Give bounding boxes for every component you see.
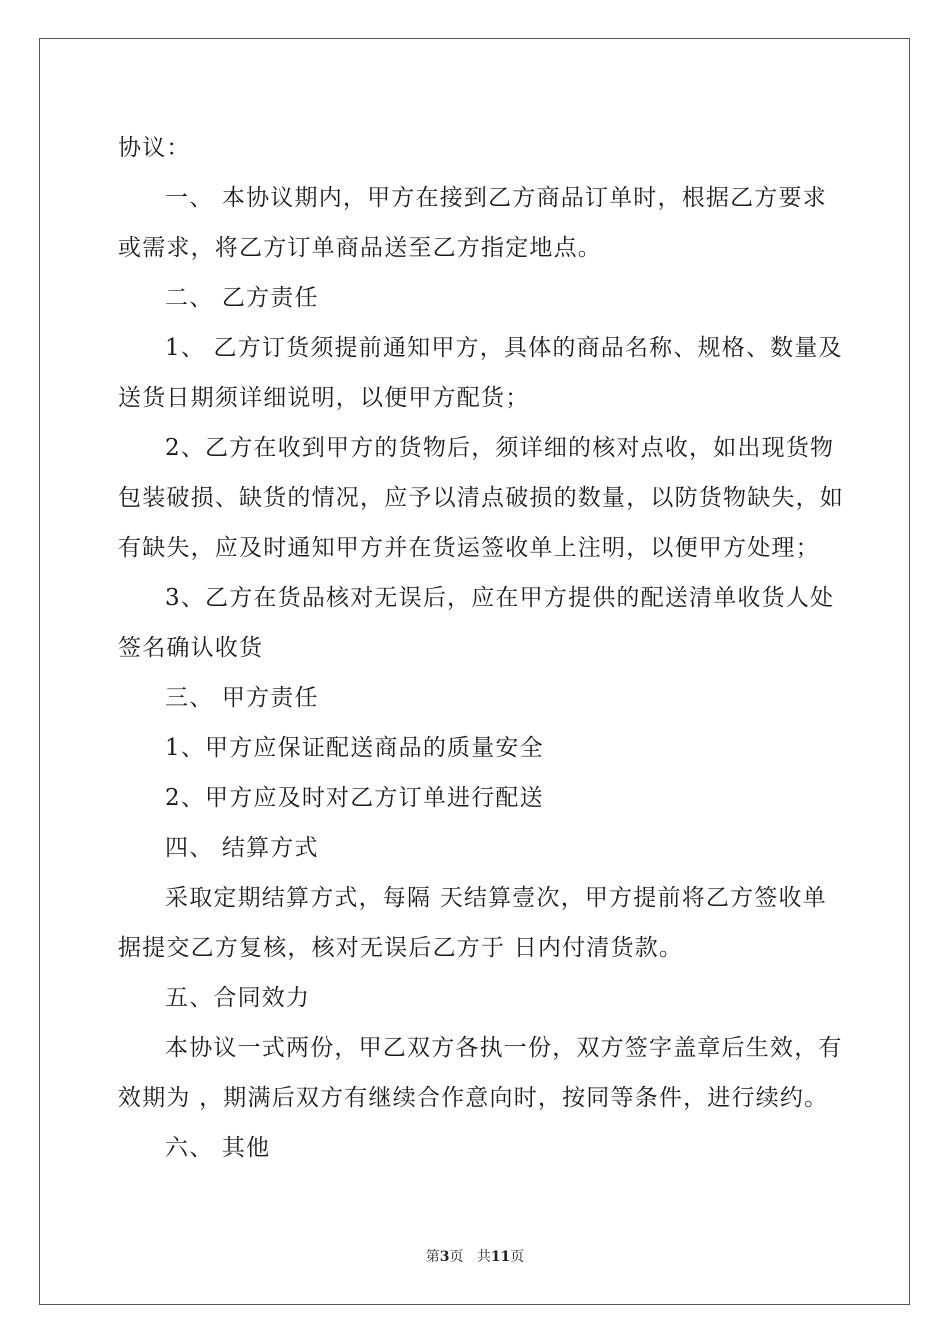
page-unit: 页 — [449, 1249, 464, 1265]
paragraph-line: 效期为 ，期满后双方有继续合作意向时，按同等条件，进行续约。 — [118, 1085, 829, 1111]
section-heading: 六、 其他 — [165, 1135, 271, 1161]
total-prefix: 共 — [476, 1249, 491, 1265]
total-page-count: 11 — [490, 1249, 511, 1265]
paragraph-line: 签名确认收货 — [118, 635, 264, 661]
page-prefix: 第 — [425, 1249, 440, 1265]
paragraph-line: 一、 本协议期内，甲方在接到乙方商品订单时，根据乙方要求 — [165, 185, 827, 211]
paragraph-line: 送货日期须详细说明，以便甲方配货； — [118, 385, 530, 411]
paragraph-line: 1、甲方应保证配送商品的质量安全 — [165, 735, 544, 761]
paragraph-line: 2、乙方在收到甲方的货物后，须详细的核对点收，如出现货物 — [165, 435, 835, 461]
current-page-number: 3 — [439, 1249, 450, 1265]
paragraph-line: 2、甲方应及时对乙方订单进行配送 — [165, 785, 544, 811]
document-body — [118, 130, 844, 1180]
paragraph-line: 采取定期结算方式，每隔 天结算壹次，甲方提前将乙方签收单 — [165, 885, 827, 911]
section-heading: 三、 甲方责任 — [165, 685, 319, 711]
page-footer — [0, 1246, 950, 1266]
paragraph-line: 据提交乙方复核，核对无误后乙方于 日内付清货款。 — [118, 935, 684, 961]
paragraph-line: 有缺失，应及时通知甲方并在货运签收单上注明，以便甲方处理； — [118, 535, 820, 561]
section-heading: 二、 乙方责任 — [165, 285, 319, 311]
paragraph-line: 协议： — [118, 135, 191, 161]
paragraph-line: 包装破损、缺货的情况，应予以清点破损的数量，以防货物缺失，如 — [118, 485, 844, 511]
section-heading: 五、合同效力 — [165, 985, 311, 1011]
total-unit: 页 — [510, 1249, 525, 1265]
paragraph-line: 或需求，将乙方订单商品送至乙方指定地点。 — [118, 235, 602, 261]
paragraph-line: 3、乙方在货品核对无误后，应在甲方提供的配送清单收货人处 — [165, 585, 835, 611]
paragraph-line: 1、 乙方订货须提前通知甲方，具体的商品名称、规格、数量及 — [165, 335, 843, 361]
section-heading: 四、 结算方式 — [165, 835, 319, 861]
paragraph-line: 本协议一式两份，甲乙双方各执一份，双方签字盖章后生效，有 — [165, 1035, 843, 1061]
